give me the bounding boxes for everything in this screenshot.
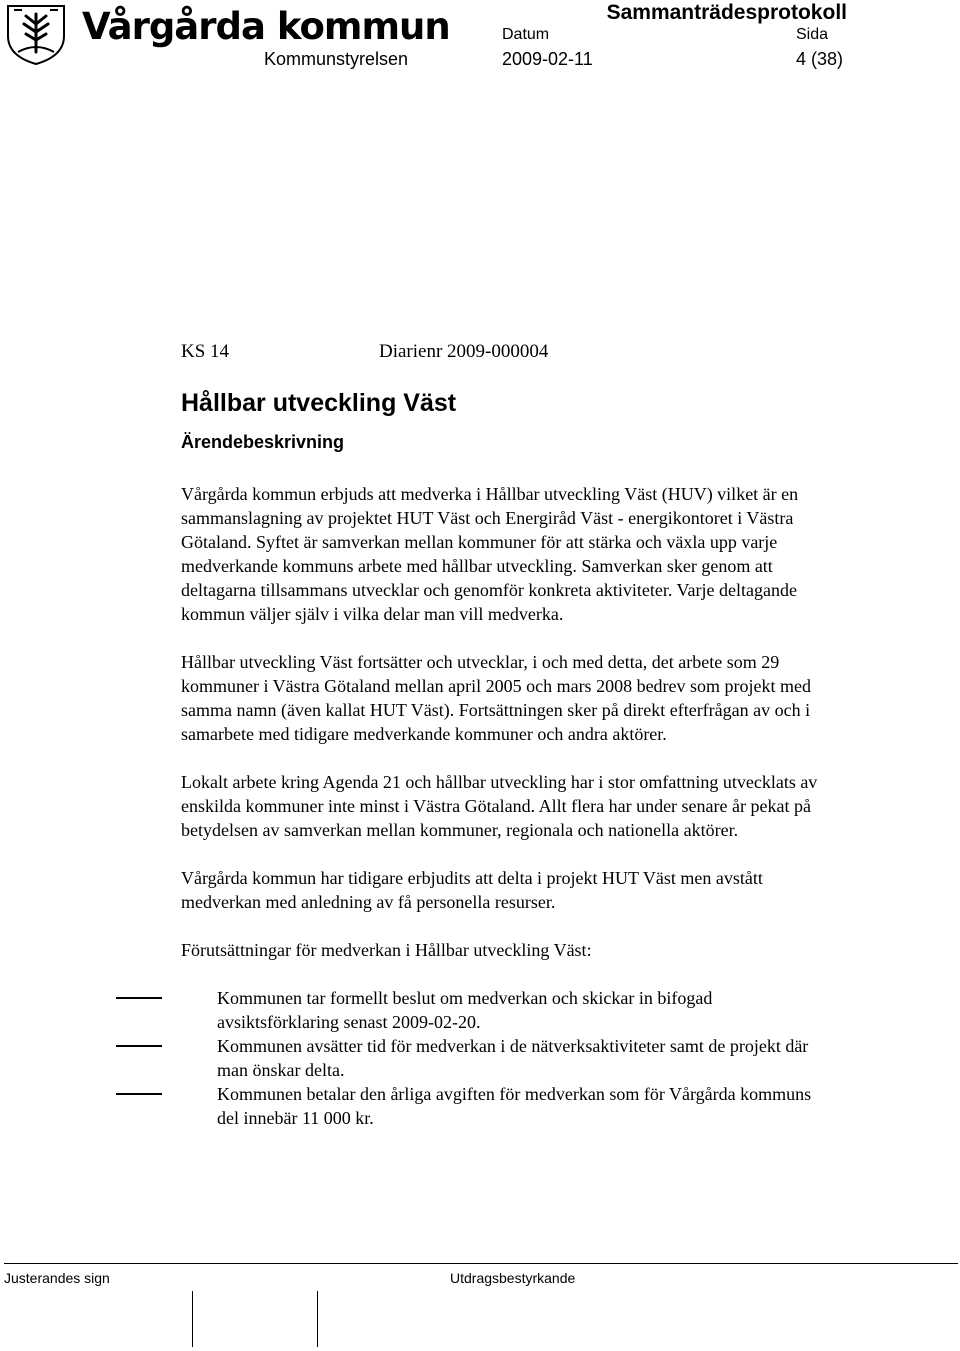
municipal-crest-icon: [4, 2, 68, 66]
extract-certification-label: Utdragsbestyrkande: [450, 1270, 576, 1286]
case-number: KS 14: [181, 341, 230, 362]
paragraph: Lokalt arbete kring Agenda 21 och hållbar utveckling har i stor omfattning utvecklats av enskilda kommuner inte minst i Västra Götaland. Allt flera har under senare år pekat på betydelsen av samverkan mellan kommuner, regionala och nationella aktörer.: [181, 772, 818, 840]
footer-divider: [4, 1263, 958, 1264]
paragraph: Vårgårda kommun har tidigare erbjudits att delta i projekt HUT Väst men avstått medverkan med anledning av få personella resurser.: [181, 868, 763, 912]
signature-field-divider: [192, 1291, 193, 1347]
case-reference: [181, 340, 831, 370]
requirements-list: [116, 986, 831, 1130]
list-item: [116, 986, 831, 1034]
list-item: [116, 1034, 831, 1082]
department-name: Kommunstyrelsen: [264, 49, 409, 69]
section-heading: Ärendebeskrivning: [181, 432, 345, 452]
paragraph: Vårgårda kommun erbjuds att medverka i Hållbar utveckling Väst (HUV) vilket är en sammanslagning av projektet HUT Väst och Energiråd Väst - energikontoret i Västra Götaland. Syftet är samverkan mellan kommuner för att stärka och växla upp varje medverkande kommuns arbete med hållbar utveckling. Samverkan sker genom att deltagarna tillsammans utvecklar och genomför konkreta aktiviteter. Varje deltagande kommun väljer själv i vilka delar man vill medverka.: [181, 484, 799, 624]
document-type: Sammanträdesprotokoll: [606, 1, 847, 24]
date-value: 2009-02-11: [502, 49, 593, 69]
paragraph: Förutsättningar för medverkan i Hållbar utveckling Väst:: [181, 940, 592, 960]
signature-field-divider: [317, 1291, 318, 1347]
case-title: Hållbar utveckling Väst: [181, 389, 457, 417]
list-item-text: Kommunen avsätter tid för medverkan i de nätverksaktiviteter samt de projekt där man önskar delta.: [217, 1036, 809, 1080]
protocol-body: [181, 340, 831, 1130]
list-item-text: Kommunen betalar den årliga avgiften för medverkan som för Vårgårda kommuns del innebär 11 000 kr.: [217, 1084, 812, 1128]
page-value: 4 (38): [796, 49, 844, 69]
dash-icon: [116, 1045, 162, 1047]
paragraph: Hållbar utveckling Väst fortsätter och utvecklar, i och med detta, det arbete som 29 kommuner i Västra Götaland mellan april 2005 och mars 2008 bedrev som projekt med samma namn (även kallat HUT Väst). Fortsättningen sker på direkt efterfrågan av och i samarbete med tidigare medverkande kommuner och andra aktörer.: [181, 652, 812, 744]
page-label: Sida: [796, 26, 829, 43]
date-label: Datum: [502, 26, 550, 43]
list-item: [116, 1082, 831, 1130]
signature-label: Justerandes sign: [4, 1270, 110, 1286]
list-item-text: Kommunen tar formellt beslut om medverkan och skickar in bifogad avsiktsförklaring senast 2009-02-20.: [217, 988, 713, 1032]
dash-icon: [116, 997, 162, 999]
dash-icon: [116, 1093, 162, 1095]
municipality-name: Vårgårda kommun: [82, 5, 450, 48]
diary-number: Diarienr 2009-000004: [379, 341, 549, 362]
